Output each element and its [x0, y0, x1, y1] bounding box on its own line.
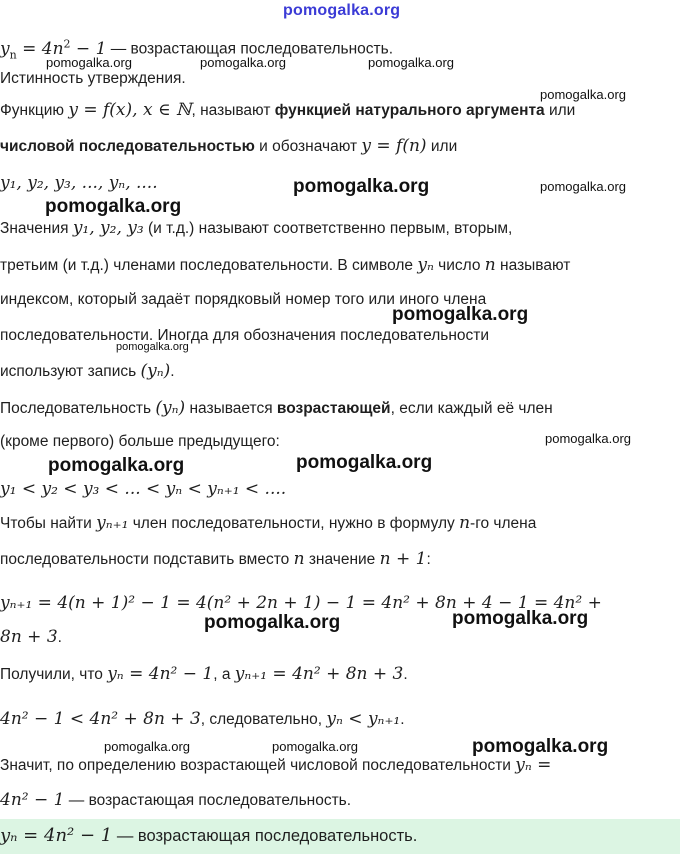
- line-comparison: 4n² − 1 < 4n² + 8n + 3, следовательно, yₙ < yₙ₊₁.: [0, 709, 405, 729]
- watermark: pomogalka.org: [452, 608, 589, 629]
- line-inequality-chain: y₁ < y₂ < y₃ < ... < yₙ < yₙ₊₁ < ....: [0, 479, 287, 499]
- line-therefore: Значит, по определению возрастающей числовой последовательности yₙ =: [0, 755, 552, 775]
- line-values: Значения y₁, y₂, y₃ (и т.д.) называют соответственно первым, вторым,: [0, 218, 513, 238]
- watermark: pomogalka.org: [545, 431, 631, 446]
- line-sequence: y₁, y₂, y₃, ..., yₙ, ....: [0, 173, 158, 193]
- line-find-next: Чтобы найти yₙ₊₁ член последовательности, нужно в формулу n-го члена: [0, 513, 537, 533]
- answer-text: yₙ = 4n² − 1 — возрастающая последовательность.: [0, 825, 418, 846]
- line-therefore-2: 4n² − 1 — возрастающая последовательность.: [0, 790, 352, 810]
- line-truth: Истинность утверждения.: [0, 70, 186, 87]
- watermark: pomogalka.org: [48, 455, 185, 476]
- line-increasing-def: Последовательность (yₙ) называется возрастающей, если каждый её член: [0, 398, 553, 418]
- watermark: pomogalka.org: [540, 179, 626, 194]
- line-result: Получили, что yₙ = 4n² − 1, а yₙ₊₁ = 4n² + 8n + 3.: [0, 664, 408, 684]
- line-definition-2: числовой последовательностью и обозначают y = f(n) или: [0, 136, 458, 156]
- line-members: третьим (и т.д.) членами последовательности. В символе yₙ число n называют: [0, 255, 571, 275]
- line-index: индексом, который задаёт порядковый номер того или иного члена: [0, 291, 487, 308]
- line-notation-2: используют запись (yₙ).: [0, 361, 175, 381]
- watermark: pomogalka.org: [368, 55, 454, 70]
- watermark: pomogalka.org: [104, 739, 190, 754]
- watermark: pomogalka.org: [472, 736, 609, 757]
- watermark: pomogalka.org: [116, 341, 189, 353]
- line-notation: последовательности. Иногда для обозначения последовательности: [0, 327, 490, 344]
- watermark: pomogalka.org: [392, 304, 529, 325]
- line-substitute: последовательности подставить вместо n значение n + 1:: [0, 549, 431, 569]
- watermark: pomogalka.org: [272, 739, 358, 754]
- line-definition-1: Функцию y = f(x), x ∈ ℕ, называют функцией натурального аргумента или: [0, 100, 576, 120]
- watermark: pomogalka.org: [204, 612, 341, 633]
- text: — возрастающая последовательность.: [106, 40, 394, 58]
- watermark: pomogalka.org: [540, 87, 626, 102]
- watermark: pomogalka.org: [46, 55, 132, 70]
- watermark: pomogalka.org: [293, 176, 430, 197]
- site-header-link[interactable]: pomogalka.org: [283, 2, 401, 19]
- watermark: pomogalka.org: [296, 452, 433, 473]
- math-yn-formula: $y_n = 4n^2 - 1$: [0, 37, 107, 62]
- line-computation-2: 8n + 3.: [0, 627, 62, 647]
- answer-box: [0, 819, 680, 854]
- line-increasing-def-2: (кроме первого) больше предыдущего:: [0, 433, 280, 450]
- watermark: pomogalka.org: [45, 196, 182, 217]
- line-computation: yₙ₊₁ = 4(n + 1)² − 1 = 4(n² + 2n + 1) − 1 = 4n² + 8n + 4 − 1 = 4n² +: [0, 593, 602, 613]
- watermark: pomogalka.org: [200, 55, 286, 70]
